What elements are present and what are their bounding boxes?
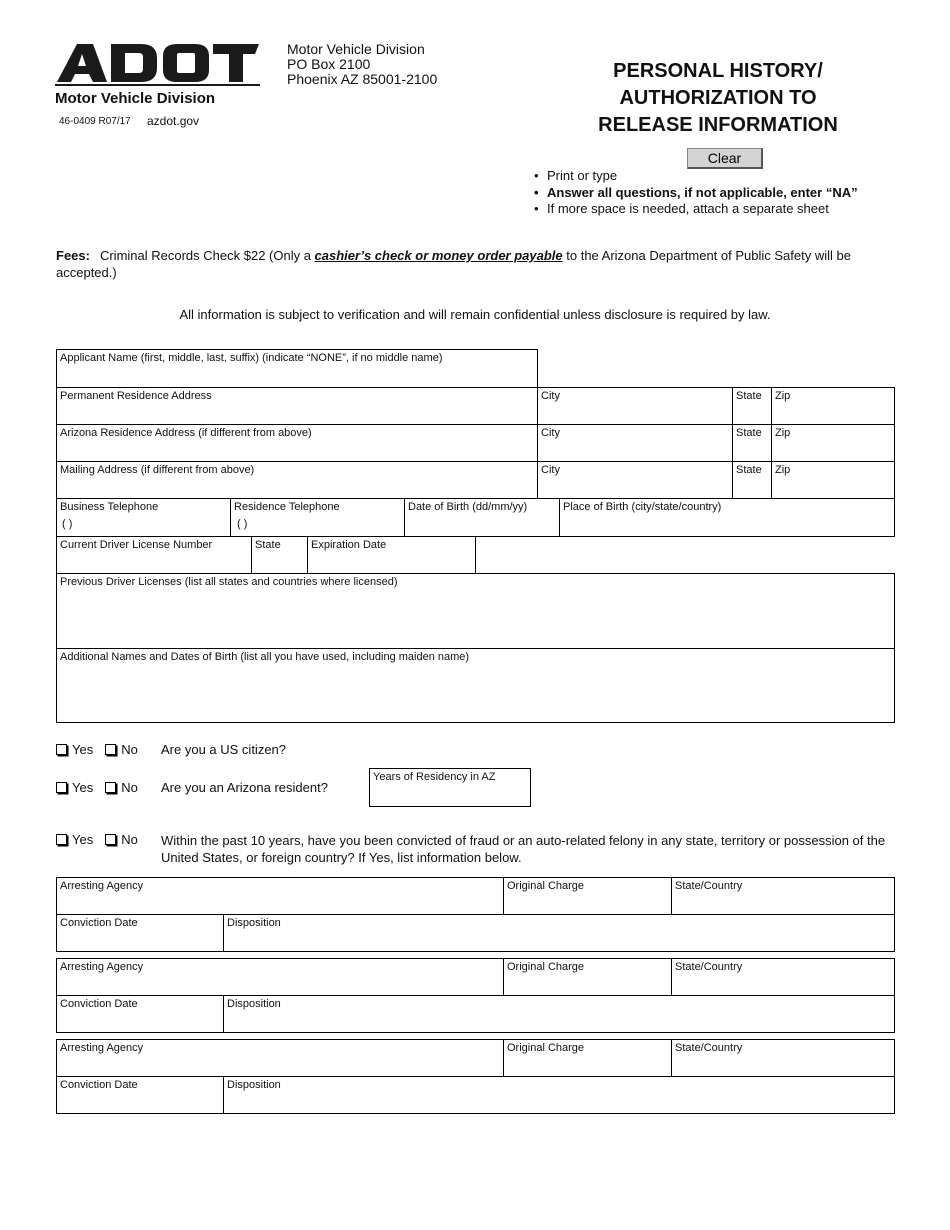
form-number: 46-0409 R07/17 (59, 116, 131, 127)
address-line: Phoenix AZ 85001-2100 (287, 71, 438, 87)
years-residency-field[interactable] (369, 768, 531, 807)
instruction-item: • Answer all questions, if not applicable, enter “NA” (534, 185, 858, 202)
instruction-item: • Print or type (534, 168, 858, 185)
instruction-item: • If more space is needed, attach a separate sheet (534, 201, 858, 218)
field-label: Additional Names and Dates of Birth (list all you have used, including maiden name) (60, 651, 470, 663)
license-number-field[interactable] (56, 536, 252, 574)
title-line: PERSONAL HISTORY/ (613, 60, 823, 82)
field-label: City (541, 464, 560, 476)
citizen-yes-no (56, 742, 150, 757)
previous-licenses-field[interactable] (56, 573, 895, 649)
arizona-address-field[interactable] (56, 424, 538, 462)
arresting-agency-field[interactable] (56, 1039, 504, 1077)
logo-subtitle: Motor Vehicle Division (55, 90, 216, 107)
date-of-birth-field[interactable] (405, 498, 560, 537)
permanent-zip-field[interactable] (772, 387, 895, 425)
no-option[interactable] (105, 742, 138, 757)
field-label: State (255, 539, 281, 551)
arresting-agency-field[interactable] (56, 877, 504, 915)
field-label: Business Telephone (60, 501, 159, 513)
field-label: Years of Residency in AZ (373, 771, 496, 783)
disposition-field[interactable] (224, 1076, 895, 1114)
mailing-city-field[interactable] (538, 461, 733, 499)
conviction-yes-no (56, 832, 150, 847)
mailing-address-field[interactable] (56, 461, 538, 499)
permanent-address-field[interactable] (56, 387, 538, 425)
field-label: Conviction Date (60, 998, 138, 1010)
arizona-city-field[interactable] (538, 424, 733, 462)
fees-text-before: Criminal Records Check $22 (Only a (99, 248, 315, 263)
field-label: Zip (775, 390, 791, 402)
field-label: State (736, 427, 762, 439)
field-label: City (541, 427, 560, 439)
disposition-field[interactable] (224, 995, 895, 1033)
no-checkbox[interactable] (105, 834, 116, 845)
field-label: State (736, 390, 762, 402)
field-label: Permanent Residence Address (60, 390, 212, 402)
field-label: Date of Birth (dd/mm/yy) (408, 501, 528, 513)
confidentiality-notice: All information is subject to verification and will remain confidential unless disclosure is required by law. (179, 307, 771, 322)
arizona-zip-field[interactable] (772, 424, 895, 462)
field-label: Expiration Date (311, 539, 387, 551)
website: azdot.gov (147, 114, 200, 128)
field-label: State/Country (675, 1042, 743, 1054)
place-of-birth-field[interactable] (560, 498, 895, 537)
field-label: Disposition (227, 1079, 281, 1091)
yes-label: Yes (72, 832, 94, 847)
arresting-agency-field[interactable] (56, 958, 504, 996)
resident-question: Are you an Arizona resident? (161, 780, 328, 795)
yes-checkbox[interactable] (56, 834, 67, 845)
conviction-question: Within the past 10 years, have you been convicted of fraud or an auto-related felony in any state, territory or possession of the United States, or foreign country? If Yes, list information below. (161, 833, 886, 865)
fees-text-after: to the Arizona Department of Public Safety will be accepted.) (56, 248, 851, 280)
yes-checkbox[interactable] (56, 744, 67, 755)
address-line: PO Box 2100 (287, 56, 371, 72)
no-label: No (121, 780, 138, 795)
mailing-zip-field[interactable] (772, 461, 895, 499)
no-option[interactable] (105, 780, 138, 795)
field-label: Current Driver License Number (60, 539, 213, 551)
yes-option[interactable] (56, 832, 93, 847)
arizona-state-field[interactable] (733, 424, 772, 462)
field-label: Previous Driver Licenses (list all states and countries where licensed) (60, 576, 398, 588)
no-option[interactable] (105, 832, 138, 847)
yes-label: Yes (72, 780, 94, 795)
adot-logo-mark (55, 42, 260, 86)
disposition-field[interactable] (224, 914, 895, 952)
no-checkbox[interactable] (105, 744, 116, 755)
state-country-field[interactable] (672, 958, 895, 996)
field-label: Place of Birth (city/state/country) (563, 501, 722, 513)
conviction-date-field[interactable] (56, 1076, 224, 1114)
phone-parens: ( ) (62, 518, 73, 530)
field-label: City (541, 390, 560, 402)
address-line: Motor Vehicle Division (287, 41, 425, 57)
yes-option[interactable] (56, 742, 93, 757)
field-label: State (736, 464, 762, 476)
mailing-address-block (287, 42, 437, 87)
no-checkbox[interactable] (105, 782, 116, 793)
field-label: Conviction Date (60, 917, 138, 929)
permanent-state-field[interactable] (733, 387, 772, 425)
original-charge-field[interactable] (504, 1039, 672, 1077)
applicant-name-field[interactable] (56, 349, 538, 388)
state-country-field[interactable] (672, 1039, 895, 1077)
field-label: Original Charge (507, 1042, 585, 1054)
mailing-state-field[interactable] (733, 461, 772, 499)
conviction-date-field[interactable] (56, 914, 224, 952)
conviction-date-field[interactable] (56, 995, 224, 1033)
field-label: Original Charge (507, 961, 585, 973)
field-label: State/Country (675, 880, 743, 892)
residence-telephone-field[interactable] (231, 498, 405, 537)
logo-rule (55, 84, 260, 86)
title-line: AUTHORIZATION TO (619, 87, 817, 109)
field-label: Residence Telephone (234, 501, 340, 513)
field-label: Applicant Name (first, middle, last, suffix) (indicate “NONE”, if no middle name) (60, 352, 443, 364)
license-state-field[interactable] (252, 536, 308, 574)
field-label: State/Country (675, 961, 743, 973)
permanent-city-field[interactable] (538, 387, 733, 425)
form-title (570, 58, 866, 139)
clear-button[interactable]: Clear (687, 148, 763, 169)
yes-checkbox[interactable] (56, 782, 67, 793)
fees-label: Fees: (56, 248, 90, 263)
original-charge-field[interactable] (504, 958, 672, 996)
field-label: Disposition (227, 998, 281, 1010)
citizen-question: Are you a US citizen? (161, 742, 287, 757)
field-label: Arresting Agency (60, 1042, 144, 1054)
field-label: Disposition (227, 917, 281, 929)
field-label: Conviction Date (60, 1079, 138, 1091)
no-label: No (121, 742, 138, 757)
resident-yes-no (56, 780, 150, 795)
original-charge-field[interactable] (504, 877, 672, 915)
field-label: Arresting Agency (60, 961, 144, 973)
expiration-date-field[interactable] (308, 536, 476, 574)
yes-label: Yes (72, 742, 94, 757)
state-country-field[interactable] (672, 877, 895, 915)
instructions-list (534, 168, 858, 218)
field-label: Arresting Agency (60, 880, 144, 892)
field-label: Zip (775, 427, 791, 439)
fees-text (56, 247, 896, 281)
additional-names-field[interactable] (56, 648, 895, 723)
field-label: Zip (775, 464, 791, 476)
field-label: Arizona Residence Address (if different from above) (60, 427, 312, 439)
yes-option[interactable] (56, 780, 93, 795)
no-label: No (121, 832, 138, 847)
field-label: Original Charge (507, 880, 585, 892)
field-label: Mailing Address (if different from above) (60, 464, 255, 476)
fees-emphasis: cashier’s check or money order payable (314, 248, 563, 263)
phone-parens: ( ) (237, 518, 248, 530)
title-line: RELEASE INFORMATION (598, 114, 838, 136)
business-telephone-field[interactable] (56, 498, 231, 537)
